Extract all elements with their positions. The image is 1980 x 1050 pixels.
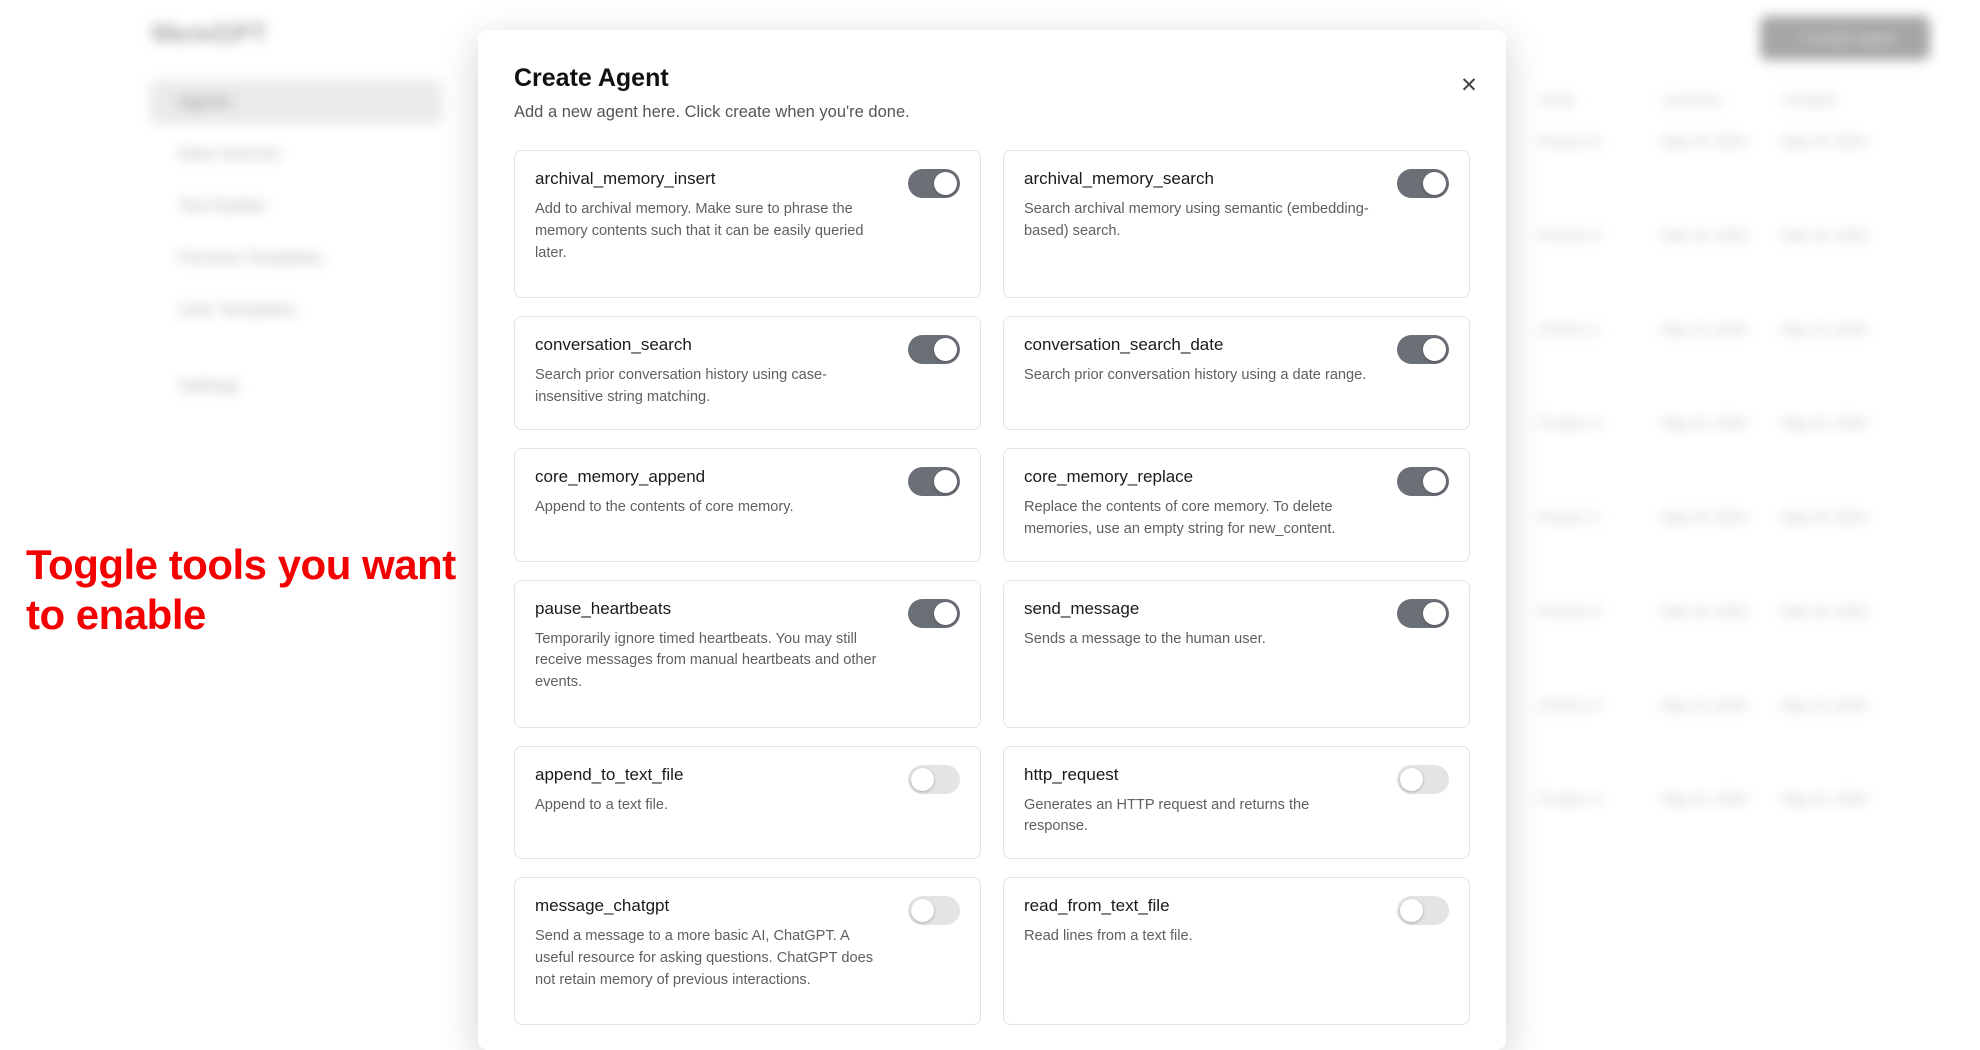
tool-card-conversation-search xyxy=(514,316,981,430)
cell-created: May 10, 2024 xyxy=(1782,603,1867,619)
close-icon[interactable]: ✕ xyxy=(1456,72,1482,98)
tool-description: Append to the contents of core memory. xyxy=(535,498,794,515)
cell-created: May 10, 2024 xyxy=(1782,321,1867,337)
tool-name: conversation_search xyxy=(535,335,692,354)
tool-name: http_request xyxy=(1024,764,1119,784)
tool-toggle-append-to-text-file[interactable] xyxy=(908,765,960,794)
tool-description: Append to a text file. xyxy=(535,796,669,813)
tool-toggle-send-message[interactable] xyxy=(1397,599,1449,628)
column-header-tools: Tools xyxy=(1540,92,1576,109)
cell-created: May 10, 2024 xyxy=(1782,697,1867,713)
tool-toggle-archival-memory-insert[interactable] xyxy=(908,169,960,198)
cell-last-run: May 10, 2024 xyxy=(1662,603,1747,619)
sidebar-item-agents[interactable] xyxy=(150,80,442,124)
tool-card-conversation-search-date xyxy=(1003,316,1470,430)
cell-last-run: May 10, 2024 xyxy=(1662,321,1747,337)
agents-table xyxy=(1540,92,1940,883)
tool-description: Sends a message to the human user. xyxy=(1024,630,1266,647)
tool-toggle-core-memory-append[interactable] xyxy=(908,467,960,496)
sidebar-item-label: Tool Builder xyxy=(178,196,267,215)
tool-name: archival_memory_insert xyxy=(535,169,716,188)
tool-description: Search prior conversation history using a date range. xyxy=(1024,367,1367,383)
app-logo: MemGPT xyxy=(152,18,268,48)
cell-last-run: May 10, 2024 xyxy=(1662,227,1747,243)
tool-card-core-memory-replace xyxy=(1003,448,1470,562)
table-header xyxy=(1540,92,1940,131)
table-row[interactable] xyxy=(1540,601,1940,695)
cell-tools: 8 tools | 0 xyxy=(1540,603,1601,619)
tool-toggle-conversation-search[interactable] xyxy=(908,335,960,364)
dialog-title: Create Agent xyxy=(514,64,669,92)
sidebar-item-data-sources[interactable] xyxy=(150,132,442,176)
tool-name: send_message xyxy=(1024,598,1140,618)
tool-list xyxy=(514,150,1470,1025)
sidebar-item-label: Persona Templates xyxy=(178,248,324,267)
cell-created: May 10, 2024 xyxy=(1782,509,1867,525)
tool-card-archival-memory-insert xyxy=(514,150,981,298)
tool-toggle-core-memory-replace[interactable] xyxy=(1397,467,1449,496)
sidebar-item-user-templates[interactable] xyxy=(150,288,442,332)
create-agent-dialog xyxy=(478,30,1506,1050)
tool-name: conversation_search_date xyxy=(1024,335,1224,354)
tool-card-pause-heartbeats xyxy=(514,580,981,728)
cell-tools: 8 tools | 0 xyxy=(1540,133,1601,149)
tool-name: core_memory_replace xyxy=(1024,466,1194,486)
tool-name: pause_heartbeats xyxy=(535,598,672,618)
tool-toggle-archival-memory-search[interactable] xyxy=(1397,169,1449,198)
cell-created: May 10, 2024 xyxy=(1782,791,1867,807)
tool-name: archival_memory_search xyxy=(1024,169,1214,188)
cell-tools: 8 tools | 1 xyxy=(1540,509,1601,525)
cell-tools: 8 tools | 0 xyxy=(1540,415,1601,431)
tool-description: Add to archival memory. Make sure to phrase the memory contents such that it can be easily queried later. xyxy=(535,201,864,261)
table-row[interactable] xyxy=(1540,789,1940,883)
cell-last-run: May 10, 2024 xyxy=(1662,509,1747,525)
tool-card-read-from-text-file xyxy=(1003,877,1470,1025)
cell-last-run: May 10, 2024 xyxy=(1662,415,1747,431)
table-row[interactable] xyxy=(1540,507,1940,601)
tool-toggle-read-from-text-file[interactable] xyxy=(1397,896,1449,925)
cell-created: May 10, 2024 xyxy=(1782,415,1867,431)
table-row[interactable] xyxy=(1540,413,1940,507)
tool-description: Replace the contents of core memory. To delete memories, use an empty string for new_content. xyxy=(1024,498,1336,537)
sidebar-item-label: Agents xyxy=(178,92,231,111)
tool-card-archival-memory-search xyxy=(1003,150,1470,298)
cell-created: May 10, 2024 xyxy=(1782,227,1867,243)
tool-card-http-request xyxy=(1003,746,1470,860)
sidebar-item-persona-templates[interactable] xyxy=(150,236,442,280)
tool-description: Send a message to a more basic AI, ChatGPT. A useful resource for asking questions. ChatGPT does not retain memory of previous interactions. xyxy=(535,928,874,989)
sidebar-divider xyxy=(150,340,442,364)
cell-last-run: May 10, 2024 xyxy=(1662,791,1747,807)
table-row[interactable] xyxy=(1540,131,1940,225)
annotation-text: Toggle tools you want to enable xyxy=(26,541,456,638)
tool-card-core-memory-append xyxy=(514,448,981,562)
tool-description: Search archival memory using semantic (embedding-based) search. xyxy=(1024,201,1369,239)
tool-name: core_memory_append xyxy=(535,466,706,486)
table-row[interactable] xyxy=(1540,319,1940,413)
cell-created: May 10, 2024 xyxy=(1782,133,1867,149)
tool-toggle-pause-heartbeats[interactable] xyxy=(908,599,960,628)
sidebar xyxy=(150,80,442,416)
table-row[interactable] xyxy=(1540,695,1940,789)
tool-toggle-http-request[interactable] xyxy=(1397,765,1449,794)
tool-description: Generates an HTTP request and returns the response. xyxy=(1024,796,1310,835)
column-header-created: Created xyxy=(1782,92,1836,109)
create-agent-button-label: + Create Agent xyxy=(1794,29,1896,47)
cell-tools: 8 tools | 0 xyxy=(1540,697,1601,713)
cell-last-run: May 10, 2024 xyxy=(1662,133,1747,149)
tool-name: message_chatgpt xyxy=(535,896,670,916)
sidebar-item-label: User Templates xyxy=(178,300,296,319)
create-agent-button[interactable] xyxy=(1760,16,1930,60)
cell-tools: 8 tools | 0 xyxy=(1540,227,1601,243)
tool-toggle-message-chatgpt[interactable] xyxy=(908,896,960,925)
sidebar-item-label: Data Sources xyxy=(178,144,281,163)
tool-description: Temporarily ignore timed heartbeats. You may still receive messages from manual heartbeats and other events. xyxy=(535,630,877,691)
tool-name: append_to_text_file xyxy=(535,764,684,784)
tool-card-message-chatgpt xyxy=(514,877,981,1025)
dialog-subtitle: Add a new agent here. Click create when you're done. xyxy=(514,103,910,121)
cell-tools: 8 tools | 0 xyxy=(1540,791,1601,807)
cell-last-run: May 10, 2024 xyxy=(1662,697,1747,713)
column-header-last-run: Last Run xyxy=(1662,92,1723,109)
table-row[interactable] xyxy=(1540,225,1940,319)
tool-toggle-conversation-search-date[interactable] xyxy=(1397,335,1449,364)
tool-name: read_from_text_file xyxy=(1024,896,1170,916)
cell-tools: 8 tools | 1 xyxy=(1540,321,1601,337)
sidebar-item-tool-builder[interactable] xyxy=(150,184,442,228)
tool-card-send-message xyxy=(1003,580,1470,728)
tool-description: Search prior conversation history using case-insensitive string matching. xyxy=(535,367,828,405)
tool-card-append-to-text-file xyxy=(514,746,981,860)
sidebar-item-settings[interactable] xyxy=(150,364,442,408)
tool-description: Read lines from a text file. xyxy=(1024,928,1193,945)
sidebar-item-label: Settings xyxy=(178,376,240,395)
